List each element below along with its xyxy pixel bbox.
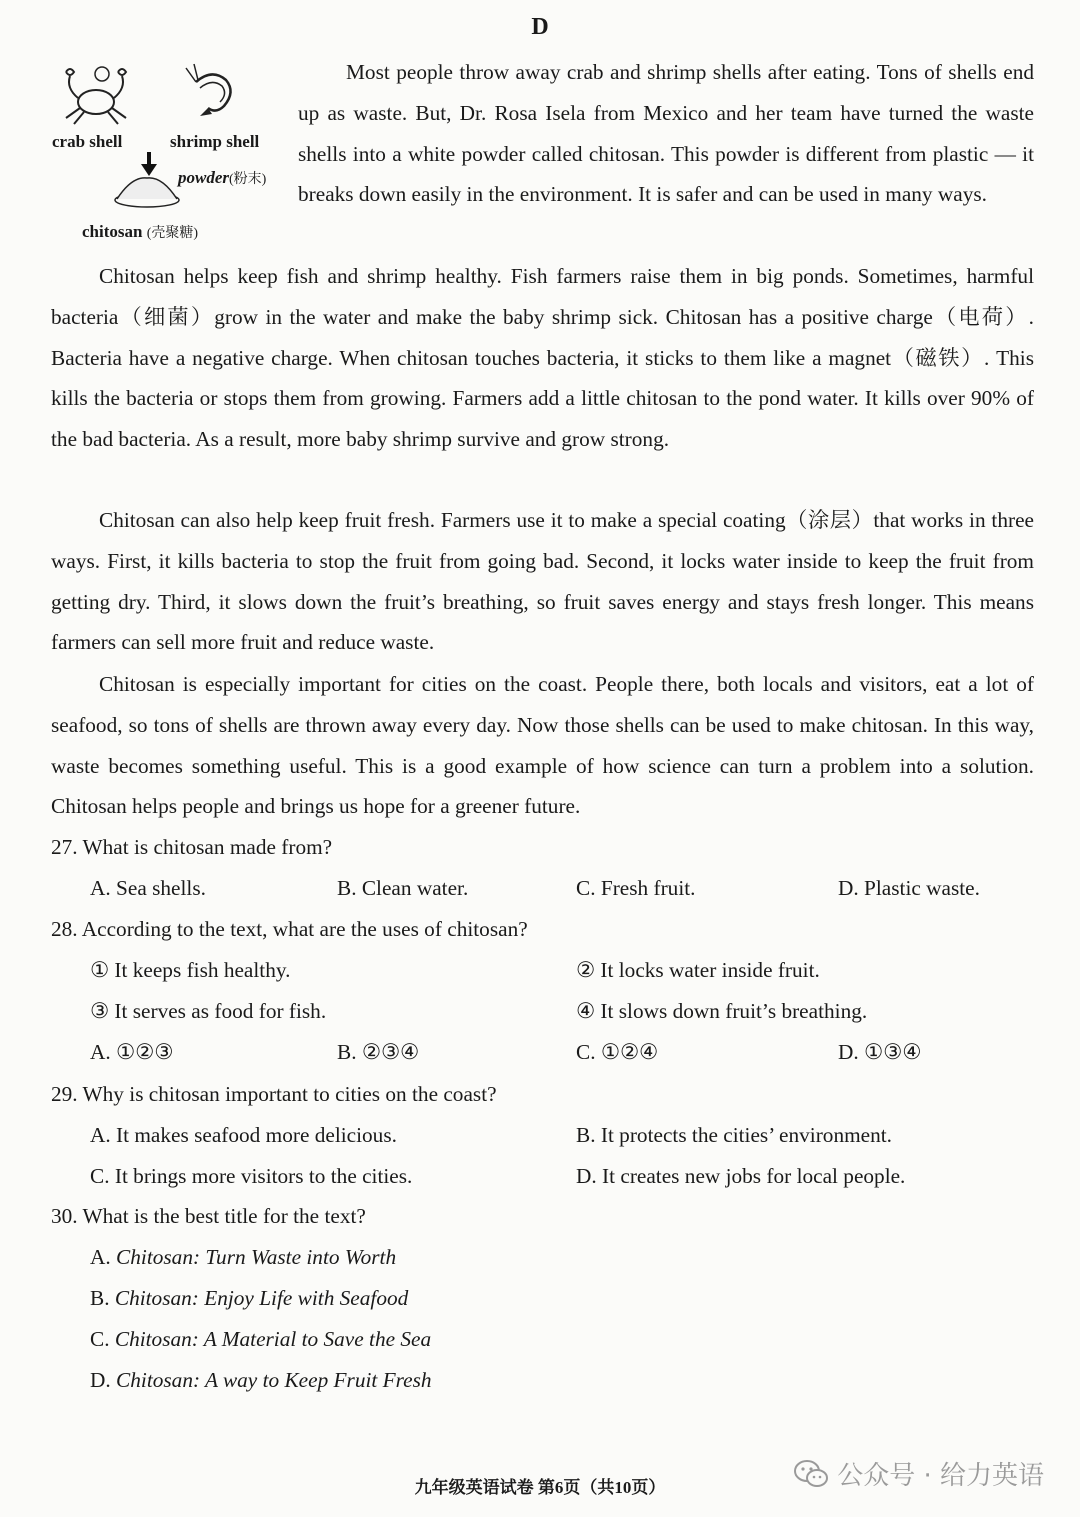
q27-option-b[interactable]: B. Clean water. bbox=[337, 876, 469, 900]
q30-option-d-title: Chitosan: A way to Keep Fruit Fresh bbox=[116, 1368, 432, 1392]
powder-label-cn: (粉末) bbox=[229, 172, 267, 187]
q28-item-3: ③ It serves as food for fish. bbox=[90, 999, 327, 1023]
q30-option-a[interactable]: A. Chitosan: Turn Waste into Worth bbox=[90, 1245, 397, 1269]
q30-option-d[interactable]: D. Chitosan: A way to Keep Fruit Fresh bbox=[90, 1368, 432, 1392]
question-30: 30. What is the best title for the text? bbox=[51, 1204, 366, 1228]
q29-option-d[interactable]: D. It creates new jobs for local people. bbox=[576, 1164, 906, 1188]
crab-icon bbox=[56, 62, 136, 128]
watermark-text: 公众号 · 给力英语 bbox=[837, 1461, 1044, 1491]
wechat-icon bbox=[793, 1459, 829, 1489]
q27-option-a[interactable]: A. Sea shells. bbox=[90, 876, 206, 900]
powder-pile-icon bbox=[112, 172, 182, 208]
q27-option-d[interactable]: D. Plastic waste. bbox=[838, 876, 980, 900]
q28-item-2: ② It locks water inside fruit. bbox=[576, 958, 820, 982]
q30-option-a-title: Chitosan: Turn Waste into Worth bbox=[116, 1245, 397, 1269]
chitosan-label: chitosan (壳聚糖) bbox=[82, 222, 199, 241]
q30-option-b[interactable]: B. Chitosan: Enjoy Life with Seafood bbox=[90, 1286, 409, 1310]
q27-option-c[interactable]: C. Fresh fruit. bbox=[576, 876, 696, 900]
paragraph-2: Chitosan helps keep fish and shrimp healthy. Fish farmers raise them in big ponds. Sometimes, harmful bacteria（细菌）grow in the water and make the baby shrimp sick. Chitosan has a positive charge（电荷）. Bacteria have a negative charge. When chitosan touches bacteria, it sticks to them like a magnet（磁铁）. This kills the bacteria or stops them from growing. Farmers add a little chitosan to the pond water. It kills over 90% of the bad bacteria. As a result, more baby shrimp survive and grow strong. bbox=[51, 264, 1034, 452]
shrimp-shell-label: shrimp shell bbox=[170, 132, 260, 151]
q28-option-a[interactable]: A. ①②③ bbox=[90, 1040, 174, 1064]
watermark bbox=[793, 1455, 1044, 1492]
powder-label: powder(粉末) bbox=[178, 168, 267, 187]
paragraph-3: Chitosan can also help keep fruit fresh. Farmers use it to make a special coating（涂层）that works in three ways. First, it kills bacteria to stop the fruit from going bad. Second, it locks water inside to keep the fruit from getting dry. Third, it slows down the fruit’s breathing, so fruit saves energy and stays fresh longer. This means farmers can sell more fruit and reduce waste. bbox=[51, 508, 1034, 655]
crab-shell-label: crab shell bbox=[52, 132, 123, 151]
q30-option-c[interactable]: C. Chitosan: A Material to Save the Sea bbox=[90, 1327, 432, 1351]
section-letter: D bbox=[531, 14, 549, 40]
q28-item-1: ① It keeps fish healthy. bbox=[90, 958, 291, 982]
page-footer: 九年级英语试卷 第6页（共10页） bbox=[414, 1478, 666, 1497]
paragraph-4: Chitosan is especially important for cities on the coast. People there, both locals and visitors, eat a lot of seafood, so tons of shells are thrown away every day. Now those shells can be used to make chitosan. In this way, waste becomes something useful. This is a good example of how science can turn a problem into a solution. Chitosan helps people and brings us hope for a greener future. bbox=[51, 672, 1034, 819]
q30-option-c-title: Chitosan: A Material to Save the Sea bbox=[114, 1327, 432, 1351]
q29-option-c[interactable]: C. It brings more visitors to the cities. bbox=[90, 1164, 413, 1188]
q28-option-c[interactable]: C. ①②④ bbox=[576, 1040, 659, 1064]
q28-option-b[interactable]: B. ②③④ bbox=[337, 1040, 420, 1064]
chitosan-label-cn: (壳聚糖) bbox=[146, 226, 199, 241]
q29-option-b[interactable]: B. It protects the cities’ environment. bbox=[576, 1123, 893, 1147]
q28-item-4: ④ It slows down fruit’s breathing. bbox=[576, 999, 868, 1023]
question-27: 27. What is chitosan made from? bbox=[51, 835, 333, 859]
question-28: 28. According to the text, what are the uses of chitosan? bbox=[51, 917, 528, 941]
shrimp-icon bbox=[182, 62, 242, 120]
q29-option-a[interactable]: A. It makes seafood more delicious. bbox=[90, 1123, 397, 1147]
q28-option-d[interactable]: D. ①③④ bbox=[838, 1040, 922, 1064]
chitosan-illustration bbox=[48, 58, 288, 248]
paragraph-1: Most people throw away crab and shrimp shells after eating. Tons of shells end up as waste. But, Dr. Rosa Isela from Mexico and her team have turned the waste shells into a white powder called chitosan. This powder is different from plastic — it breaks down easily in the environment. It is safer and can be used in many ways. bbox=[298, 60, 1034, 207]
q30-option-b-title: Chitosan: Enjoy Life with Seafood bbox=[114, 1286, 409, 1310]
question-29: 29. Why is chitosan important to cities on the coast? bbox=[51, 1082, 497, 1106]
